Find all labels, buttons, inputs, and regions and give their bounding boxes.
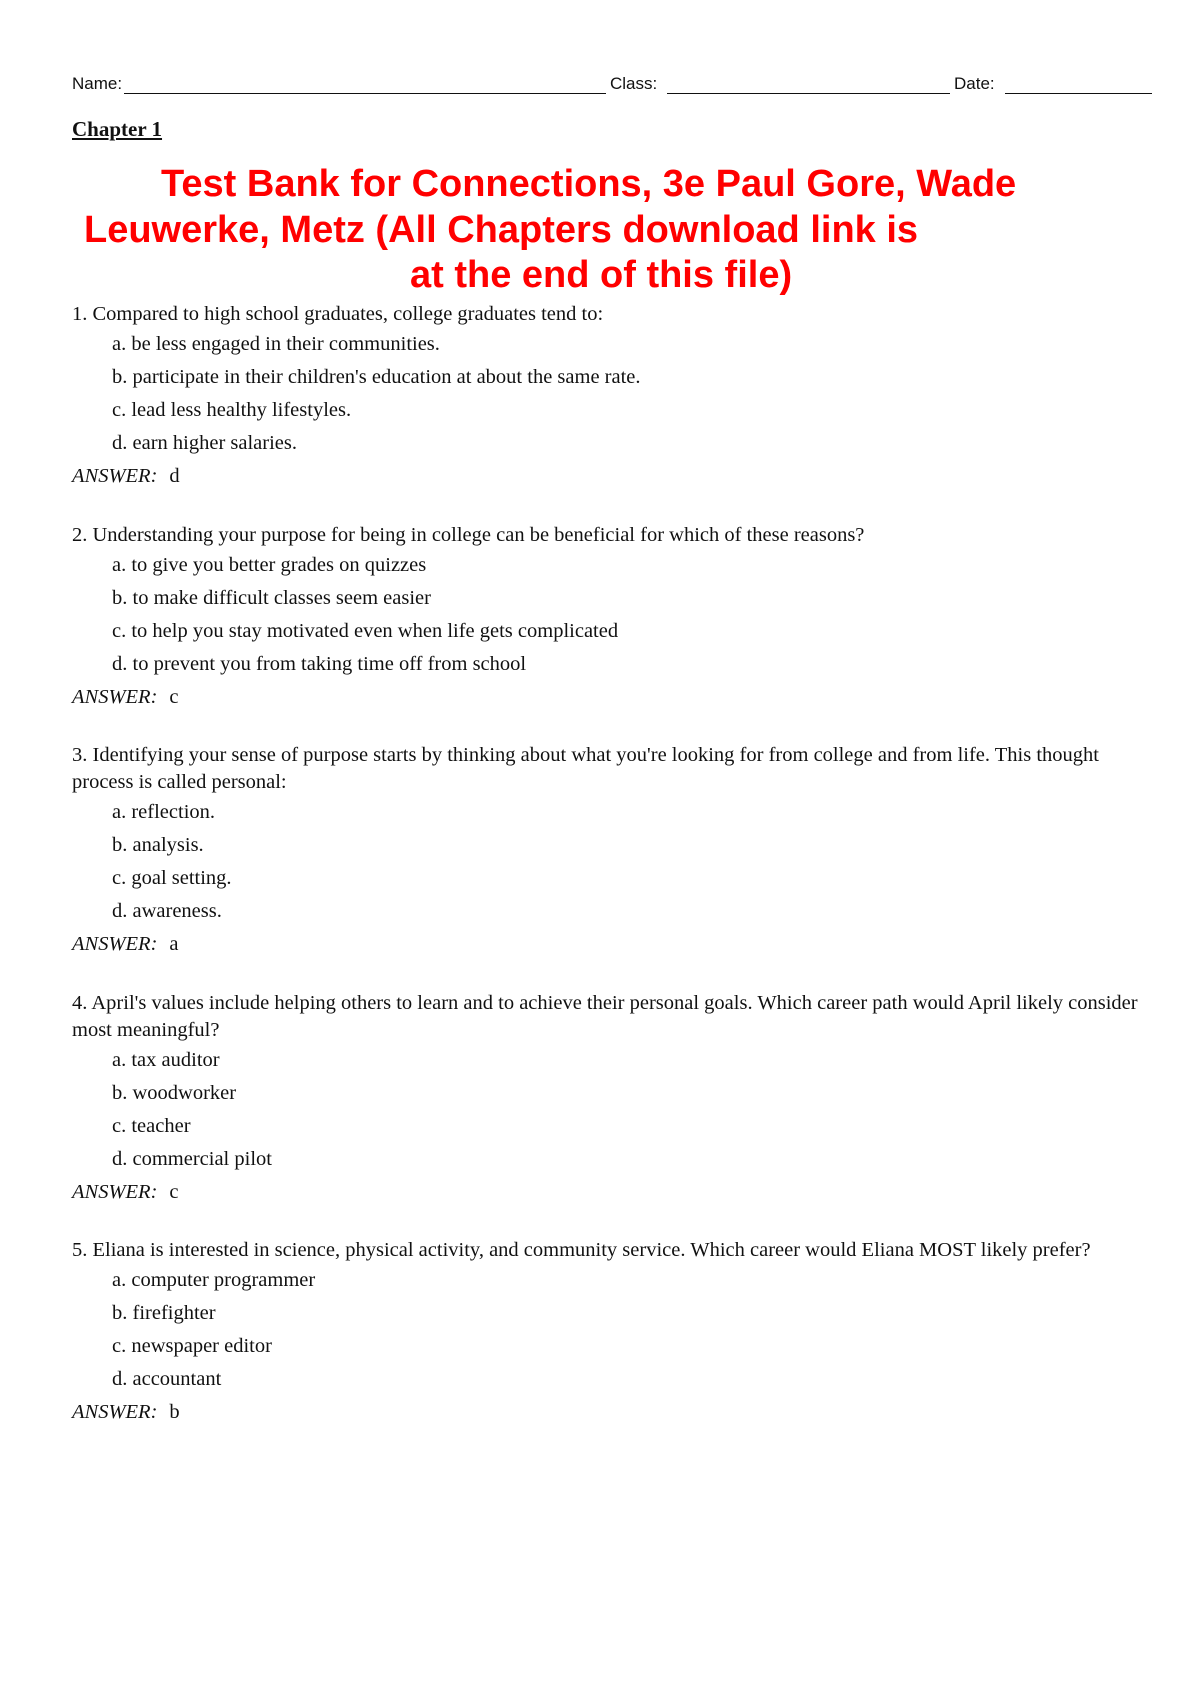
choice-a: a. be less engaged in their communities.	[112, 333, 440, 355]
answer-label: ANSWER:	[72, 465, 158, 487]
choice-c: c. newspaper editor	[112, 1335, 272, 1357]
choice-b: b. to make difficult classes seem easier	[112, 587, 431, 609]
answer-value: c	[169, 1181, 179, 1203]
question-stem: 5. Eliana is interested in science, physical activity, and community service. Which career would Eliana MOST likely prefer?	[72, 1239, 1091, 1261]
question-stem: 2. Understanding your purpose for being in college can be beneficial for which of these reasons?	[72, 524, 865, 546]
choice-a: a. computer programmer	[112, 1269, 316, 1291]
class-label: Class:	[610, 74, 658, 93]
date-label: Date:	[954, 74, 995, 93]
class-blank-line	[667, 93, 950, 94]
choice-c: c. lead less healthy lifestyles.	[112, 399, 352, 421]
title-line-2: Leuwerke, Metz (All Chapters download link is	[84, 209, 919, 251]
choice-b: b. analysis.	[112, 834, 204, 856]
title-line-1: Test Bank for Connections, 3e Paul Gore, Wade	[161, 163, 1017, 205]
choice-d: d. awareness.	[112, 900, 222, 922]
question-stem: 4. April's values include helping others to learn and to achieve their personal goals. Which career path would April likely consider most meaningful?	[72, 992, 1138, 1041]
answer-line	[72, 928, 1152, 961]
answer-line	[72, 1176, 1152, 1209]
choice-b: b. woodworker	[112, 1082, 237, 1104]
answer-value: a	[169, 933, 179, 955]
name-label: Name:	[72, 74, 123, 93]
answer-line	[72, 681, 1152, 714]
question-stem: 1. Compared to high school graduates, college graduates tend to:	[72, 303, 604, 325]
choice-a: a. to give you better grades on quizzes	[112, 554, 427, 576]
question-4	[72, 990, 1152, 1209]
choice-d: d. commercial pilot	[112, 1148, 272, 1170]
choice-b: b. firefighter	[112, 1302, 216, 1324]
choice-a: a. reflection.	[112, 801, 216, 823]
question-3	[72, 742, 1152, 961]
answer-label: ANSWER:	[72, 933, 158, 955]
answer-value: c	[169, 686, 179, 708]
choice-a: a. tax auditor	[112, 1049, 220, 1071]
question-5	[72, 1237, 1152, 1429]
chapter-heading: Chapter 1	[72, 117, 163, 141]
choice-c: c. teacher	[112, 1115, 191, 1137]
answer-line	[72, 1396, 1152, 1429]
answer-label: ANSWER:	[72, 1401, 158, 1423]
choice-d: d. to prevent you from taking time off from school	[112, 653, 527, 675]
answer-label: ANSWER:	[72, 1181, 158, 1203]
answer-label: ANSWER:	[72, 686, 158, 708]
title-line-3: at the end of this file)	[410, 254, 793, 296]
question-2	[72, 522, 1152, 714]
choice-b: b. participate in their children's education at about the same rate.	[112, 366, 641, 388]
choice-c: c. goal setting.	[112, 867, 232, 889]
answer-line	[72, 460, 1152, 493]
choice-d: d. earn higher salaries.	[112, 432, 297, 454]
answer-value: d	[169, 465, 180, 487]
student-info-header	[72, 74, 1152, 96]
question-stem: 3. Identifying your sense of purpose starts by thinking about what you're looking for from college and from life. This thought process is called personal:	[72, 744, 1099, 793]
name-blank-line	[124, 93, 606, 94]
choice-c: c. to help you stay motivated even when life gets complicated	[112, 620, 619, 642]
question-1	[72, 301, 1152, 493]
date-blank-line	[1005, 93, 1152, 94]
choice-d: d. accountant	[112, 1368, 222, 1390]
answer-value: b	[169, 1401, 180, 1423]
